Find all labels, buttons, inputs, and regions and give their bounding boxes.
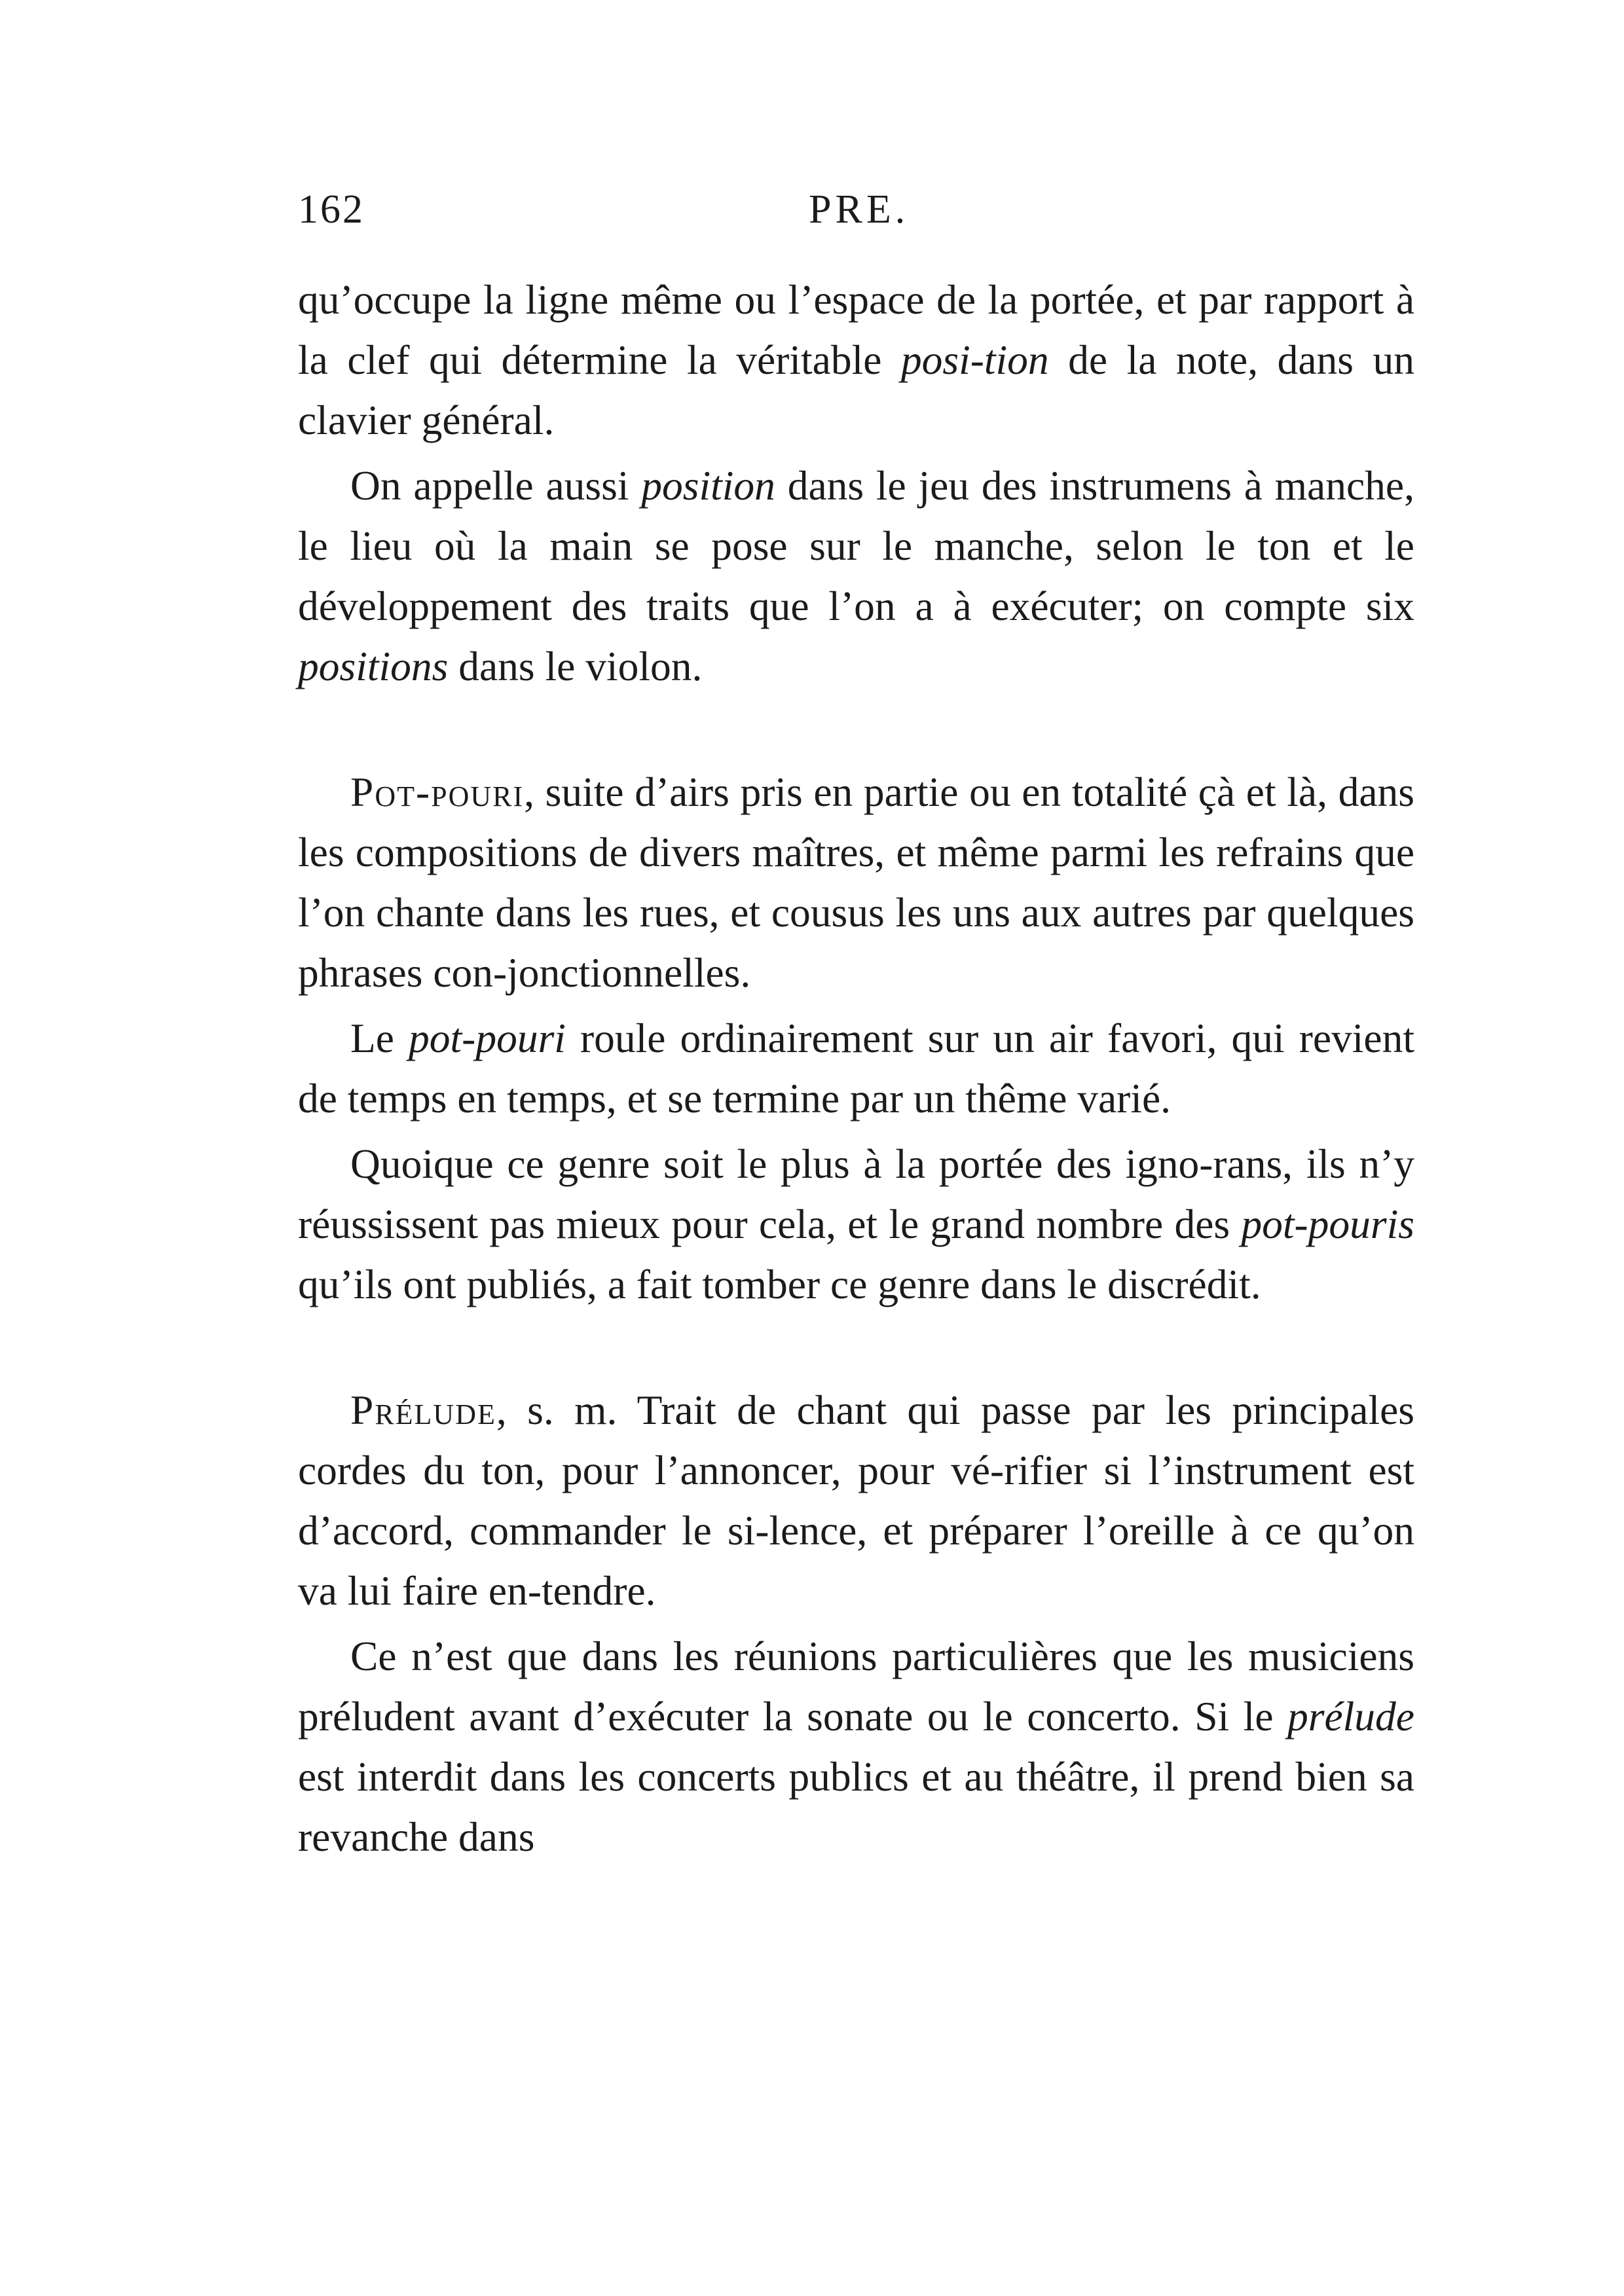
- potpouri-paragraph-2: [298, 1008, 1414, 1129]
- potpouri-paragraph-3: [298, 1134, 1414, 1315]
- definition-text: Trait de chant qui passe par les principales cordes du ton, pour l’annoncer, pour vé-rifier si l’instrument est d’accord, commander le si-lence, et préparer l’oreille à ce qu’on va lui faire en-tendre.: [298, 1387, 1414, 1614]
- paragraph-text: Le: [350, 1015, 409, 1061]
- paragraph-text: dans le violon.: [448, 643, 703, 689]
- italic-term: position: [641, 462, 775, 509]
- headword: Pot-pouri: [350, 769, 525, 815]
- italic-term: pot-pouris: [1241, 1201, 1414, 1247]
- italic-term: positions: [298, 643, 449, 689]
- position-paragraph-2: [298, 456, 1414, 697]
- running-head: PRE.: [809, 187, 910, 232]
- italic-term: pot-pouri: [409, 1015, 566, 1061]
- potpouri-entry: [298, 762, 1414, 1003]
- definition-text: , suite d’airs pris en partie ou en totalité çà et là, dans les compositions de divers maîtres, et même parmi les refrains que l’on chante dans les rues, et cousus les uns aux autres par quelques phrases con-jonctionnelles.: [298, 769, 1414, 996]
- page-body: [298, 270, 1414, 1867]
- grammar-label: , s. m.: [496, 1387, 618, 1433]
- paragraph-text: dans le jeu des instrumens à manche, le lieu où la main se pose sur le manche, selon le ton et le développement des traits que l’on a à exécuter; on compte six: [298, 462, 1414, 629]
- italic-term: prélude: [1287, 1693, 1414, 1740]
- paragraph-text: est interdit dans les concerts publics et au théâtre, il prend bien sa revanche dans: [298, 1753, 1414, 1860]
- headword: Prélude: [350, 1387, 496, 1433]
- page-number: 162: [298, 187, 365, 232]
- prelude-entry: [298, 1380, 1414, 1621]
- paragraph-text: Ce n’est que dans les réunions particulières que les musiciens préludent avant d’exécuter la sonate ou le concerto. Si le: [298, 1633, 1414, 1740]
- paragraph-text: qu’ils ont publiés, a fait tomber ce genre dans le discrédit.: [298, 1261, 1261, 1307]
- prelude-paragraph-2: [298, 1626, 1414, 1867]
- paragraph-text: Quoique ce genre soit le plus à la portée des igno-rans, ils n’y réussissent pas mieux pour cela, et le grand nombre des: [298, 1140, 1414, 1247]
- italic-term: posi-tion: [900, 337, 1049, 383]
- position-continuation-text: qu’occupe la ligne même ou l’espace de la portée, et par rapport à la clef qui détermine la véritable: [298, 276, 1414, 383]
- paragraph-text: On appelle aussi: [350, 462, 642, 509]
- position-continuation-paragraph: [298, 270, 1414, 450]
- position-continuation-end: de la note, dans un clavier général.: [298, 337, 1414, 443]
- page-header: [298, 187, 1414, 239]
- paragraph-text: roule ordinairement sur un air favori, qui revient de temps en temps, et se termine par un thême varié.: [298, 1015, 1414, 1121]
